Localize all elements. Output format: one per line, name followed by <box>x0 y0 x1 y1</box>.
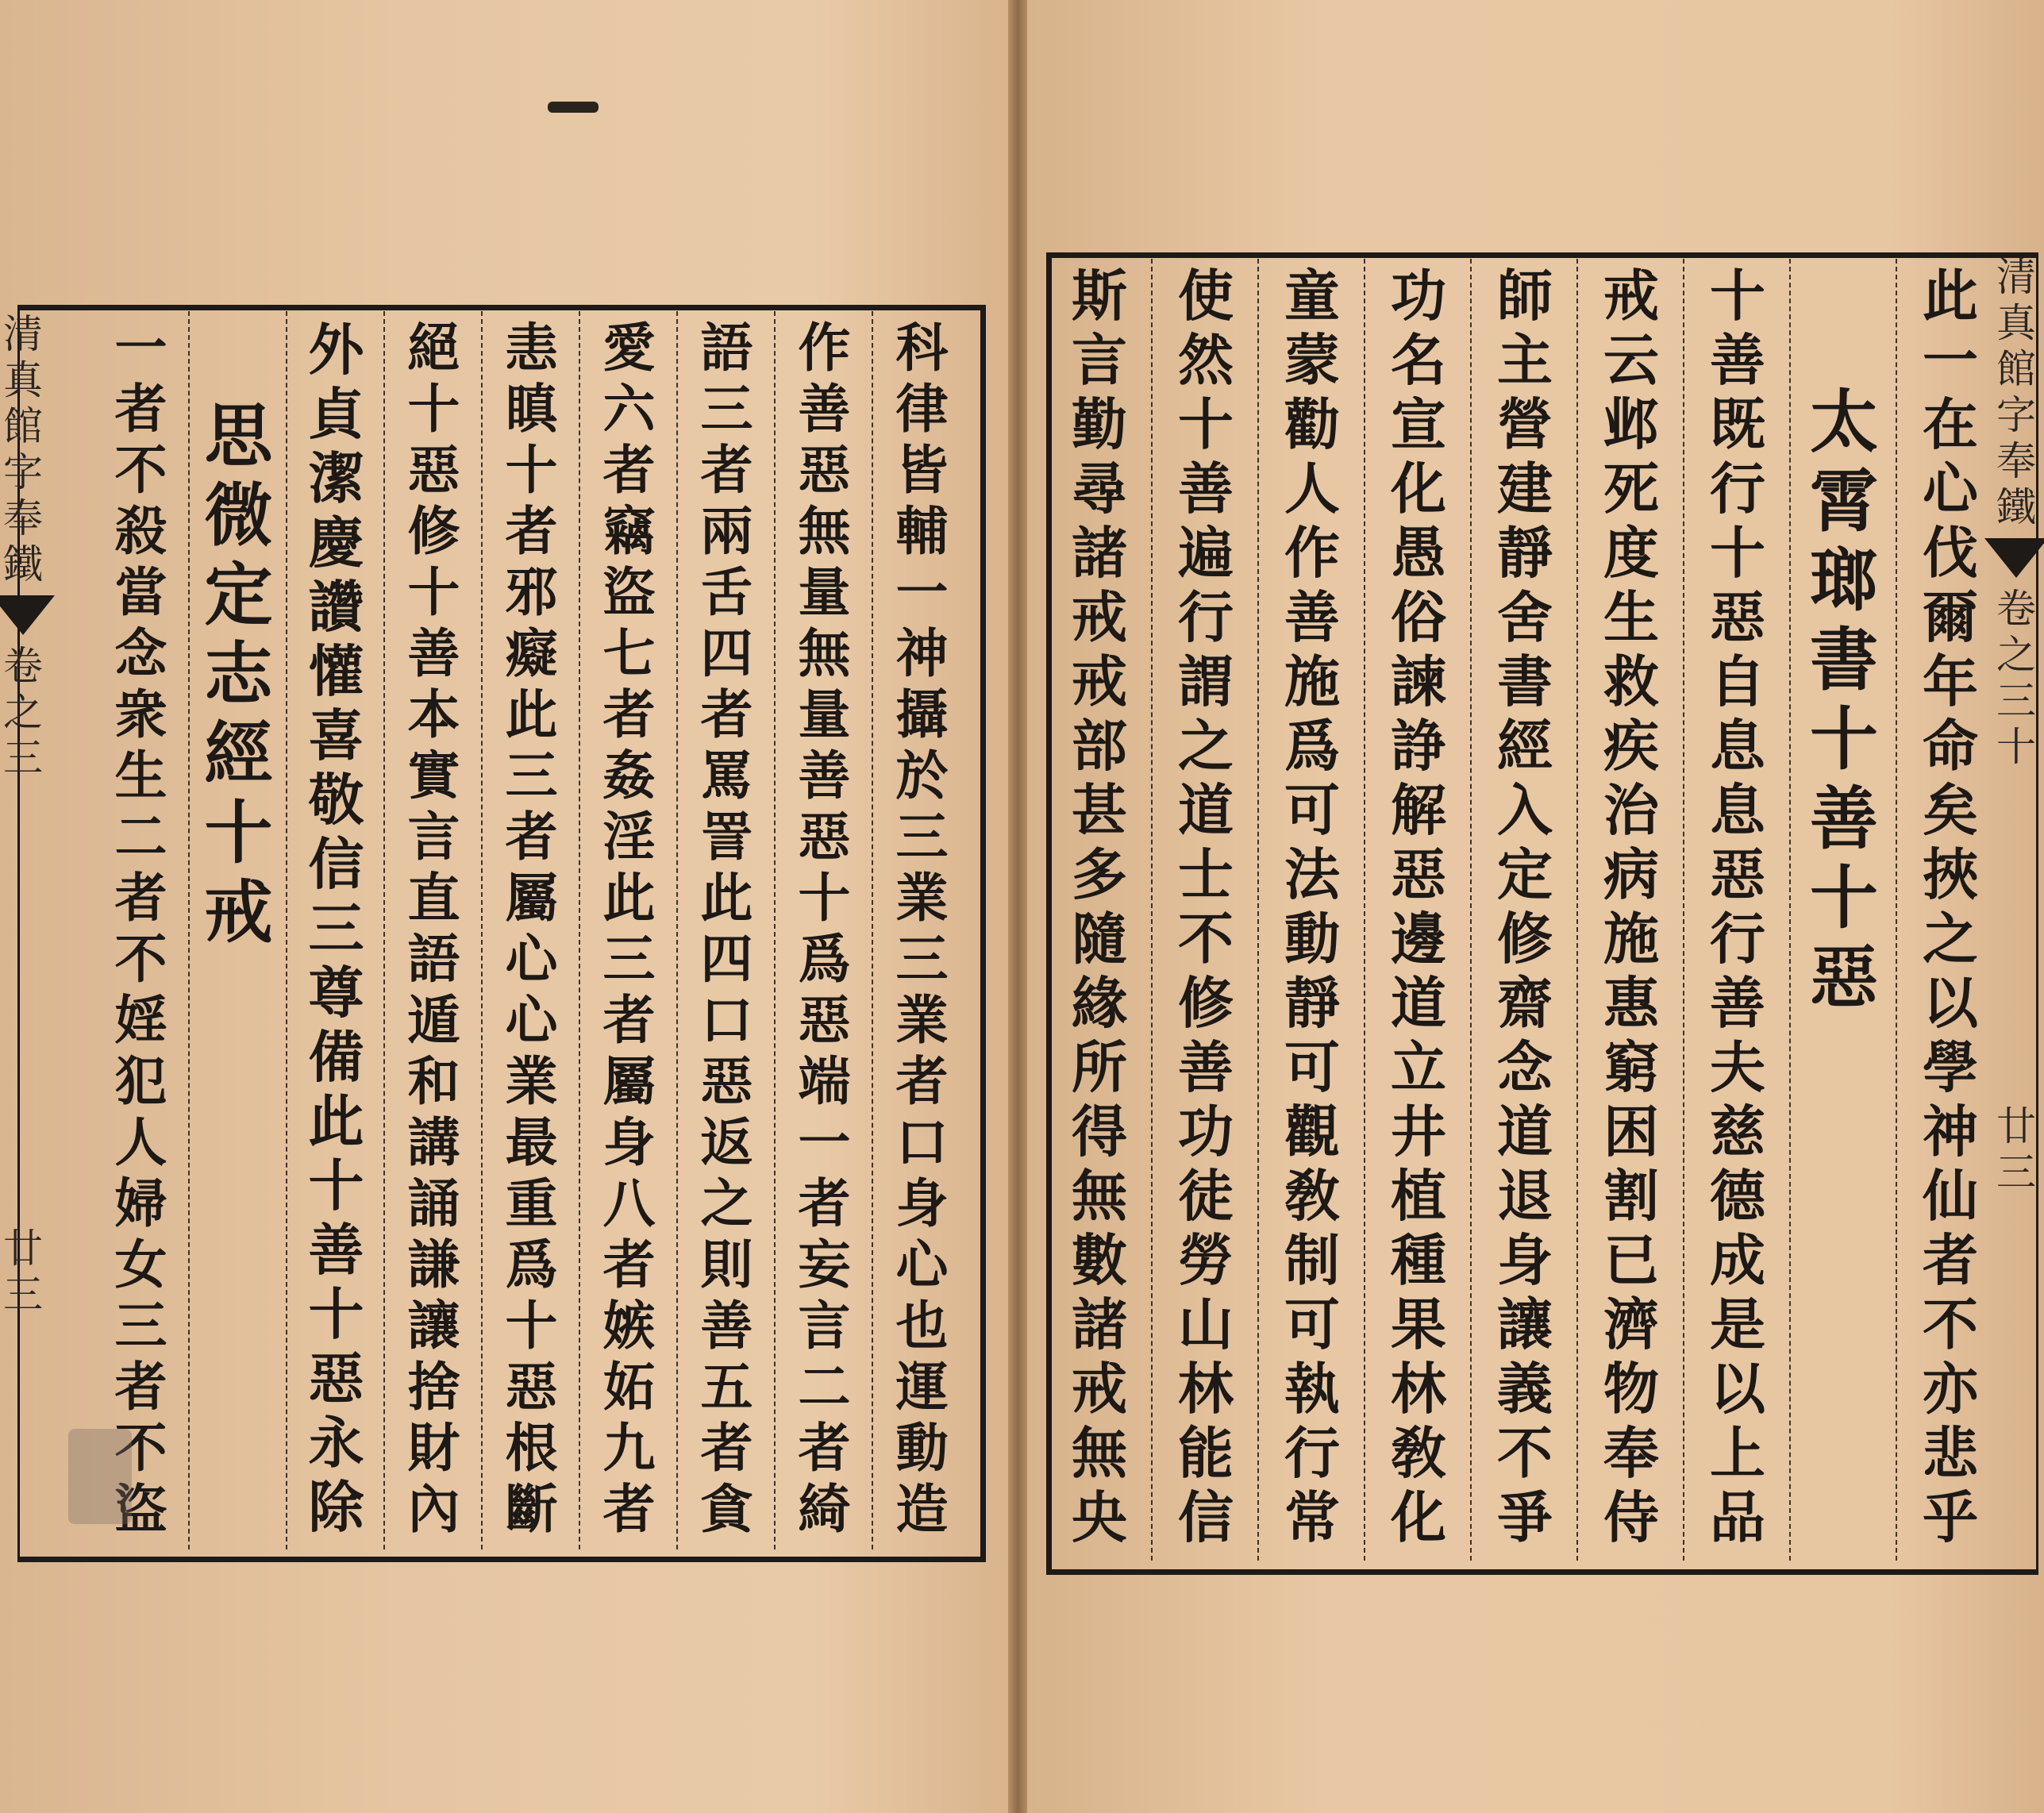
right-column: 此 一 在 心 伐 爾 年 命 矣 挾 之 以 學 神 仙 者 不 亦 悲 乎 <box>1923 263 1978 1550</box>
ink-smudge <box>548 102 599 113</box>
right-column: 太 霄 瑯 書 十 善 十 惡 <box>1810 382 1878 1018</box>
right-margin-title: 清 真 館 字 奉 鐵 <box>1996 254 2036 530</box>
right-column: 童 蒙 勸 人 作 善 施 爲 可 法 動 靜 可 觀 敎 制 可 執 行 常 <box>1284 263 1340 1550</box>
left-column: 愛 六 者 竊 盜 七 者 姦 淫 此 三 者 屬 身 八 者 嫉 妬 九 者 <box>602 317 656 1540</box>
right-column: 師 主 營 建 靜 舍 書 經 入 定 修 齋 念 道 退 身 讓 義 不 爭 <box>1497 263 1553 1550</box>
left-margin-strip <box>5 311 41 1549</box>
left-column: 作 善 惡 無 量 無 量 善 惡 十 爲 惡 端 一 者 妄 言 二 者 綺 <box>798 317 851 1540</box>
right-column: 十 善 既 行 十 惡 自 息 息 惡 行 善 夫 慈 德 成 是 以 上 品 <box>1710 263 1765 1550</box>
left-column: 語 三 者 兩 舌 四 者 罵 詈 此 四 口 惡 返 之 則 善 五 者 貪 <box>700 317 753 1540</box>
left-volume-label: 卷 之 三 <box>3 643 43 781</box>
left-column: 外 貞 潔 慶 讚 懽 喜 敬 信 三 尊 備 此 十 善 十 惡 永 除 <box>308 317 364 1540</box>
left-margin-title: 清 真 館 字 奉 鐵 <box>3 311 43 587</box>
left-column: 恚 瞋 十 者 邪 癡 此 三 者 屬 心 心 業 最 重 爲 十 惡 根 斷 <box>505 317 558 1540</box>
right-volume-label: 卷 之 三 十 <box>1996 586 2036 770</box>
book-gutter <box>1008 0 1027 1813</box>
right-page-number: 廿 三 <box>1996 1103 2036 1195</box>
right-column: 戒 云 邺 死 度 生 救 疾 治 病 施 惠 窮 困 割 已 濟 物 奉 侍 <box>1603 263 1659 1550</box>
right-column: 使 然 十 善 遍 行 謂 之 道 士 不 修 善 功 徒 勞 山 林 能 信 <box>1178 263 1234 1550</box>
left-column: 科 律 皆 輔 一 神 攝 於 三 業 三 業 者 口 身 心 也 運 動 造 <box>895 317 949 1540</box>
fold-marker-icon <box>0 595 55 635</box>
left-page-number: 廿 三 <box>3 1226 43 1318</box>
left-column: 思 微 定 志 經 十 戒 <box>204 396 273 953</box>
left-column: 一 者 不 殺 當 念 衆 生 二 者 不 婬 犯 人 婦 女 三 者 不 盜 <box>114 317 167 1540</box>
left-column: 絕 十 惡 修 十 善 本 實 言 直 語 遁 和 講 誦 謙 讓 捨 財 內 <box>407 317 460 1540</box>
right-column: 功 名 宣 化 愚 俗 諫 諍 解 惡 邊 道 立 井 植 種 果 林 敎 化 <box>1391 263 1446 1550</box>
faded-seal <box>68 1429 132 1524</box>
right-column: 斯 言 勤 尋 諸 戒 戒 部 甚 多 隨 緣 所 得 無 數 諸 戒 無 央 <box>1072 263 1127 1550</box>
